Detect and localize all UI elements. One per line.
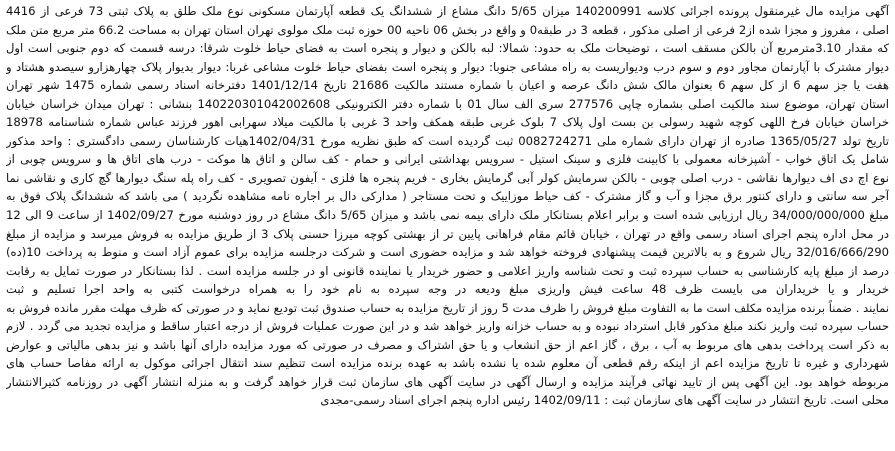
auction-notice-text [6,2,889,448]
notice-line-16: خریدار و یا خریداران می بایست ظرف 48 ساعت فیش واریزی مبلغ ودیعه در وجه سپرده به نام خود را به همراه درخواست کتبی به واحد اجرا تسلیم و ثبت [6,282,889,297]
notice-line-10: نوع اچ دی اف دیوارها نقاشی - درب اصلی چوبی - بالکن سرمایش کولر آبی گرمایش بخاری - فریم پنجره ها فلزی - آیفون تصویری - کف راه پله سنگ دیوارها گچ کاری و نقاشی نما [6,170,889,185]
notice-line-19: به ذکر است پرداخت بدهی های مربوط به آب ، برق ، گاز اعم از حق انشعاب و یا حق اشتراک و مصرف در صورتی که مورد مزایده دارای آنها باشد و نیز بدهی مالیاتی و عوارض [6,337,889,352]
notice-line-20: شهرداری و غیره تا تاریخ مزایده اعم از اینکه رقم قطعی آن معلوم شده یا نشده باشد به عهده برنده مزایده است تنظیم سند انتقال اجرائی موکول به ارائه مفاصا حساب های [6,356,889,371]
notice-line-22: محلی است. تاریخ انتشار در سایت آگهی های سازمان ثبت : 1402/09/11 رئیس اداره پنجم اجرای اسناد رسمی-مجدی [320,393,889,408]
notice-line-17: نمایند . ضمناً برنده مزایده مکلف است ما به التفاوت مبلغ فروش را ظرف مدت 5 روز از تاریخ مزایده به حساب صندوق ثبت تودیع نماید و در صورتی که ظرف مهلت مقرر مانده فروش به [6,300,889,315]
notice-line-12: مبلغ 34/000/000/000 ریال ارزیابی شده است و برابر اعلام بستانکار ملک دارای بیمه نمی باشد و میزان 5/65 دانگ مشاع در روز دوشنبه مورخ 1402/09/27 از ساعت 9 الی 12 [6,208,889,223]
notice-line-7: خراسان خیابان فرخ اللهی کوچه شهید رسولی بن بست اول پلاک 7 بلوک غربی طبقه همکف واحد 3 غربی با مالکیت میلاد سهرابی اهور فرزند عباس شماره شناسنامه 18978 [6,115,889,130]
notice-line-13: در محل اداره پنجم اجرای اسناد رسمی واقع در تهران ، خیابان قائم مقام فراهانی پایین تر از بهشتی کوچه میرزا حسنی پلاک 3 از طریق مزایده به فروش میرسد و مزایده از مبلغ [6,226,889,241]
notice-line-4: دیوار مشترک با آپارتمان مجاور دوم و سوم درب ودیواریست به راه مشاعی جنوبا: دیوار و پنجره است بفضای حیاط خلوت مشاعی غربا: دیوار بدیوار پلاک چهارهزارو سیصدو هشتاد و [6,59,889,74]
notice-line-5: هفت یا جز سهم 6 از کل سهم 6 بعنوان مالک شش دانگ عرصه و اعیان با شماره مستند مالکیت 21686 تاریخ 1401/12/14 دفترخانه اسناد رسمی شماره 1475 شهر تهران [6,78,889,93]
notice-line-9: شامل یک اتاق خواب - آشپزخانه معمولی با کابینت فلزی و سینک استیل - سرویس بهداشتی ایرانی و حمام - کف سالن و اتاق ها موکت - درب های اتاق ها و سرویس چوبی از [6,152,889,167]
notice-line-21: مربوطه خواهد بود. این آگهی پس از تایید نهائی فرآیند مزایده و ارسال آگهی در سایت آگهی های سازمان ثبت قرار خواهد گرفت و به منزله انتشار آگهی در روزنامه کثیرالانتشار [6,374,889,389]
notice-line-14: 32/016/666/290 ریال شروع و به بالاترین قیمت پیشنهادی فروخته خواهد شد و مزایده حضوری است و شرکت درجلسه مزایده برای عموم آزاد است و منوط به پرداخت 10(ده) [6,245,889,260]
notice-line-18: حساب سپرده ثبت واریز نکند مبلغ مذکور قابل استرداد نبوده و به حساب خزانه واریز خواهد شد و در این صورت عملیات فروش از درجه اعتبار ساقط و مزایده تجدید می گردد . لازم [6,319,889,334]
notice-line-11: آجر سه سانتی و دارای کنتور برق مجزا و آب و گاز مشترک - کف حیاط موزاییک و تحت مستاجر ( مدارکی دال بر اجاره نامه مشاهده نگردید ) می باشد که ششدانگ پلاک فوق به [6,189,889,204]
notice-line-6: استان تهران، موضوع سند مالکیت اصلی بشماره چاپی 277576 سری الف سال 01 با شماره دفتر الکترونیکی 140220301042002608 بنشانی : تهران میدان خراسان خیابان [6,96,889,111]
notice-line-2: اصلی ، مفروز و مجزا شده از2 فرعی از اصلی مذکور ، قطعه 3 در طبقه0 و واقع در بخش 06 ناحیه 00 حوزه ثبت ملک مولوی تهران استان تهران به مساحت 66.2 متر مربع متن ملک [6,22,889,37]
notice-line-3: که مقدار 3.10مترمربع آن بالکن مسقف است ، توضیحات ملک به حدود: شمالا: لبه بالکن و دیوار و پنجره است به فضای حیاط خلوت شرقا: درسه قسمت که دوم جنوبی است اول [6,41,889,56]
notice-line-8: تاریخ تولد 1365/05/27 صادره از تهران دارای شماره ملی 0082724271 ثبت گردیده است که طبق نظریه مورخ 1402/04/31هیات کارشناسان رسمی دادگستری : واحد مذکور [6,133,889,148]
notice-line-1: آگهی مزایده مال غیرمنقول پرونده اجرائی کلاسه 140200991 میزان 5/65 دانگ مشاع از ششدانگ یک قطعه آپارتمان مسکونی نوع ملک طلق به پلاک ثبتی 73 فرعی از 4416 [6,4,889,18]
notice-line-15: درصد از مبلغ پایه کارشناسی به حساب سپرده ثبت و تحت شناسه واریز اعلامی و حضور خریدار یا نماینده قانونی او در جلسه مزایده است . لذا بستانکار در صورت تمایل به رقابت [6,263,889,278]
